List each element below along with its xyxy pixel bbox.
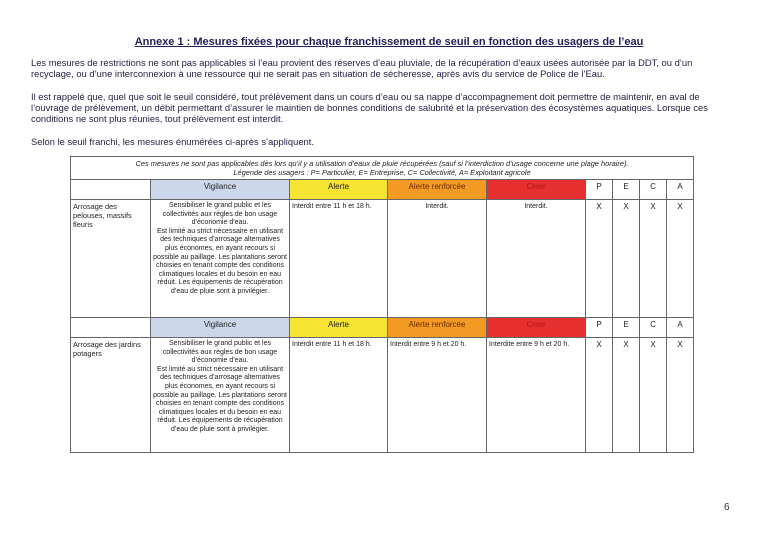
user-e-mark: X: [613, 200, 640, 318]
alerte-renforcee-cell: Interdit entre 9 h et 20 h.: [388, 338, 487, 453]
alerte-cell: Interdit entre 11 h et 18 h.: [290, 338, 388, 453]
header-a: A: [667, 180, 694, 200]
header-alerte: Alerte: [290, 318, 388, 338]
measures-table: [70, 156, 694, 453]
header-p: P: [586, 318, 613, 338]
crise-cell: Interdit.: [487, 200, 586, 318]
user-e-mark: X: [613, 338, 640, 453]
alerte-renforcee-cell: Interdit.: [388, 200, 487, 318]
table-row: [71, 338, 694, 453]
intro-paragraph-3: Selon le seuil franchi, les mesures énumérées ci-après s’appliquent.: [31, 136, 314, 147]
header-alerte: Alerte: [290, 180, 388, 200]
header-a: A: [667, 318, 694, 338]
user-c-mark: X: [640, 338, 667, 453]
user-a-mark: X: [667, 200, 694, 318]
table-note: [71, 157, 694, 180]
header-usage-empty: [71, 318, 151, 338]
user-p-mark: X: [586, 200, 613, 318]
alerte-cell: Interdit entre 11 h et 18 h.: [290, 200, 388, 318]
header-crise: Crise: [487, 318, 586, 338]
header-c: C: [640, 318, 667, 338]
user-a-mark: X: [667, 338, 694, 453]
usage-cell: Arrosage des pelouses, massifs fleuris: [71, 200, 151, 318]
user-p-mark: X: [586, 338, 613, 453]
header-alerte-renforcee: Alerte renforcée: [388, 318, 487, 338]
header-usage-empty: [71, 180, 151, 200]
table-row: [71, 200, 694, 318]
page-title: Annexe 1 : Mesures fixées pour chaque franchissement de seuil en fonction des usagers de l’eau: [134, 36, 644, 48]
intro-paragraph-1: Les mesures de restrictions ne sont pas applicables si l’eau provient des réserves d’eau pluviale, de la récupération d’eaux usées autorisée par la DDT, ou d’un recyclage, ou d’une interconnexion à une ressource qui ne serait pas en situation de sécheresse, après avis du service de Police de l’Eau.: [31, 57, 693, 79]
vigilance-cell: Sensibiliser le grand public et les collectivités aux règles de bon usage d’économie d’eau. Est limité au strict nécessaire en utilisant des techniques d’arrosage alternatives plus économes, en ayant recours si possible au paillage. Les plantations seront choisies en tenant compte des conditions climatiques locales et du besoin en eau réduit. Les équipements de récupération d’eau de pluie sont à privilégier.: [151, 200, 290, 318]
page-number: 6: [724, 502, 730, 513]
header-vigilance: Vigilance: [151, 318, 290, 338]
header-e: E: [613, 318, 640, 338]
header-crise: Crise: [487, 180, 586, 200]
usage-cell: Arrosage des jardins potagers: [71, 338, 151, 453]
header-row: [71, 180, 694, 200]
header-vigilance: Vigilance: [151, 180, 290, 200]
header-c: C: [640, 180, 667, 200]
header-row: [71, 318, 694, 338]
header-alerte-renforcee: Alerte renforcée: [388, 180, 487, 200]
intro-paragraph-2: Il est rappelé que, quel que soit le seuil considéré, tout prélèvement dans un cours d’eau ou sa nappe d’accompagnement doit permettre de maintenir, en aval de l’ouvrage de prélèvement, un débit permettant d’assurer le maintien de bonnes conditions de salubrité et la préservation des écosystèmes aquatiques. Lorsque ces conditions ne sont plus réunies, tout prélèvement est interdit.: [31, 91, 708, 124]
vigilance-cell: Sensibiliser le grand public et les collectivités aux règles de bon usage d’économie d’eau. Est limité au strict nécessaire en utilisant des techniques d’arrosage alternatives plus économes, en ayant recours si possible au paillage. Les plantations seront choisies en tenant compte des conditions climatiques locales et du besoin en eau réduit. Les équipements de récupération d’eau de pluie sont à privilégier.: [151, 338, 290, 453]
crise-cell: Interdite entre 9 h et 20 h.: [487, 338, 586, 453]
header-p: P: [586, 180, 613, 200]
table-legend-line: Légende des usagers : P= Particulier, E= Entreprise, C= Collectivité, A= Exploitant agricole: [233, 168, 531, 177]
user-c-mark: X: [640, 200, 667, 318]
table-note-line-1: Ces mesures ne sont pas applicables dès lors qu’il y a utilisation d’eaux de pluie récupérées (sauf si l’interdiction d’usage concerne une plage horaire).: [135, 159, 629, 168]
header-e: E: [613, 180, 640, 200]
